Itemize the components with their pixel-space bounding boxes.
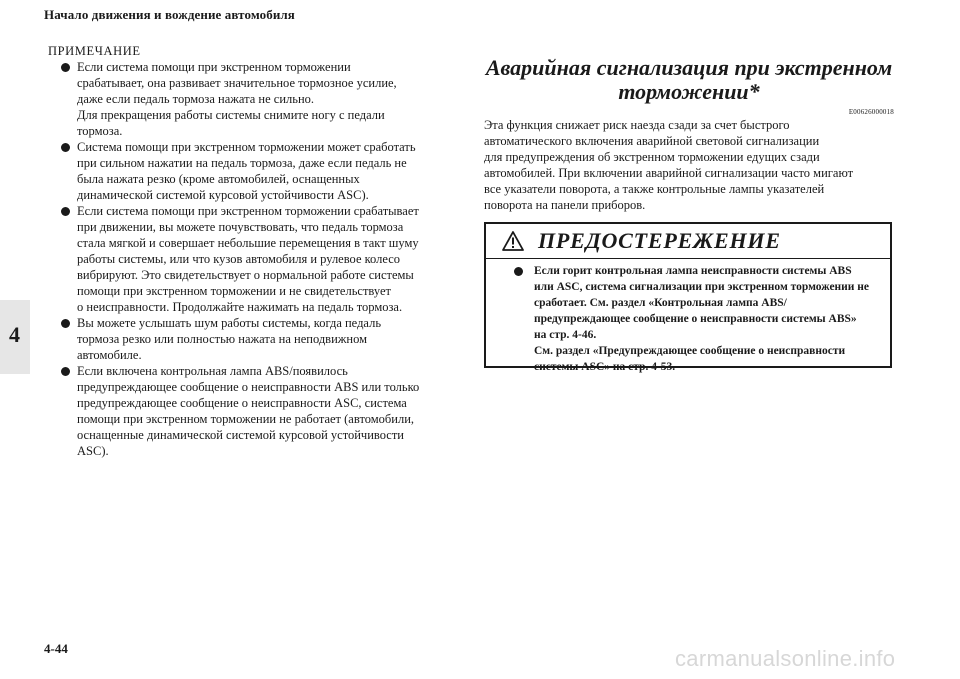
note-item xyxy=(48,315,463,363)
note-label: ПРИМЕЧАНИЕ xyxy=(48,44,141,58)
bullet-icon xyxy=(61,207,70,216)
bullet-icon xyxy=(61,63,70,72)
section-body: Эта функция снижает риск наезда сзади за счет быстрого автоматического включения аварийной световой сигнализации для предупреждения об экстренном торможении едущих сзади автомобилей. При включении аварийной сигнализации часто мигают все указатели поворота, а также контрольные лампы указателей поворота на панели приборов. xyxy=(484,118,854,212)
note-item xyxy=(48,203,463,315)
watermark: carmanualsonline.info xyxy=(675,646,896,671)
page-number: 4-44 xyxy=(44,641,68,656)
running-header: Начало движения и вождение автомобиля xyxy=(44,7,295,22)
note-item xyxy=(48,139,463,203)
note-text: Вы можете услышать шум работы системы, когда педаль тормоза резко или полностью нажата на неподвижном автомобиле. xyxy=(77,316,382,362)
note-item xyxy=(48,59,463,139)
note-text: Если система помощи при экстренном торможении срабатывает при движении, вы можете почувствовать, что педаль тормоза стала мягкой и совершает небольшие перемещения в такт шуму работы системы, или что кузов автомобиля и рулевое колесо вибрируют. Это свидетельствует о нормальной работе системы помощи при экстренном торможении и не свидетельствует о неисправности. Продолжайте нажимать на педаль тормоза. xyxy=(77,204,419,314)
bullet-icon xyxy=(61,143,70,152)
section-title: Аварийная сигнализация при экстренном торможении* xyxy=(485,55,893,104)
warning-text: Если горит контрольная лампа неисправности системы ABS или ASC, система сигнализации при экстренном торможении не сработает. См. раздел «Контрольная лампа ABS/ предупреждающее сообщение о неисправности системы ABS» на стр. 4-46. См. раздел «Предупреждающее сообщение о неисправности системы ASC» на стр. 4-53. xyxy=(534,265,870,373)
hazard-section xyxy=(484,56,894,213)
note-text: Если система помощи при экстренном торможении срабатывает, она развивает значительное тормозное усилие, даже если педаль тормоза нажата не сильно. Для прекращения работы системы снимите ногу с педали тормоза. xyxy=(77,60,397,138)
note-item xyxy=(48,363,463,459)
note-list xyxy=(48,59,463,459)
note-text: Если включена контрольная лампа ABS/появилось предупреждающее сообщение о неисправности ABS или только предупреждающее сообщение о неисправности ASC, система помощи при экстренном торможении не работает (автомобили, оснащенные динамической системой курсовой устойчивости ASC). xyxy=(77,364,420,458)
bullet-icon xyxy=(514,267,523,276)
warning-triangle-icon xyxy=(502,231,524,251)
note-text: Система помощи при экстренном торможении может сработать при сильном нажатии на педаль тормоза, даже если педаль не была нажата резко (кроме автомобилей, оснащенных динамической системой курсовой устойчивости ASC). xyxy=(77,140,416,202)
warning-item xyxy=(486,263,890,375)
warning-title: ПРЕДОСТЕРЕЖЕНИЕ xyxy=(538,228,781,253)
warning-list xyxy=(486,259,890,375)
bullet-icon xyxy=(61,367,70,376)
chapter-number: 4 xyxy=(9,322,20,347)
bullet-icon xyxy=(61,319,70,328)
section-code: E00626000018 xyxy=(848,108,894,116)
note-section xyxy=(48,43,463,459)
warning-box xyxy=(484,222,892,373)
warning-header xyxy=(486,224,890,259)
chapter-tab xyxy=(0,300,30,374)
